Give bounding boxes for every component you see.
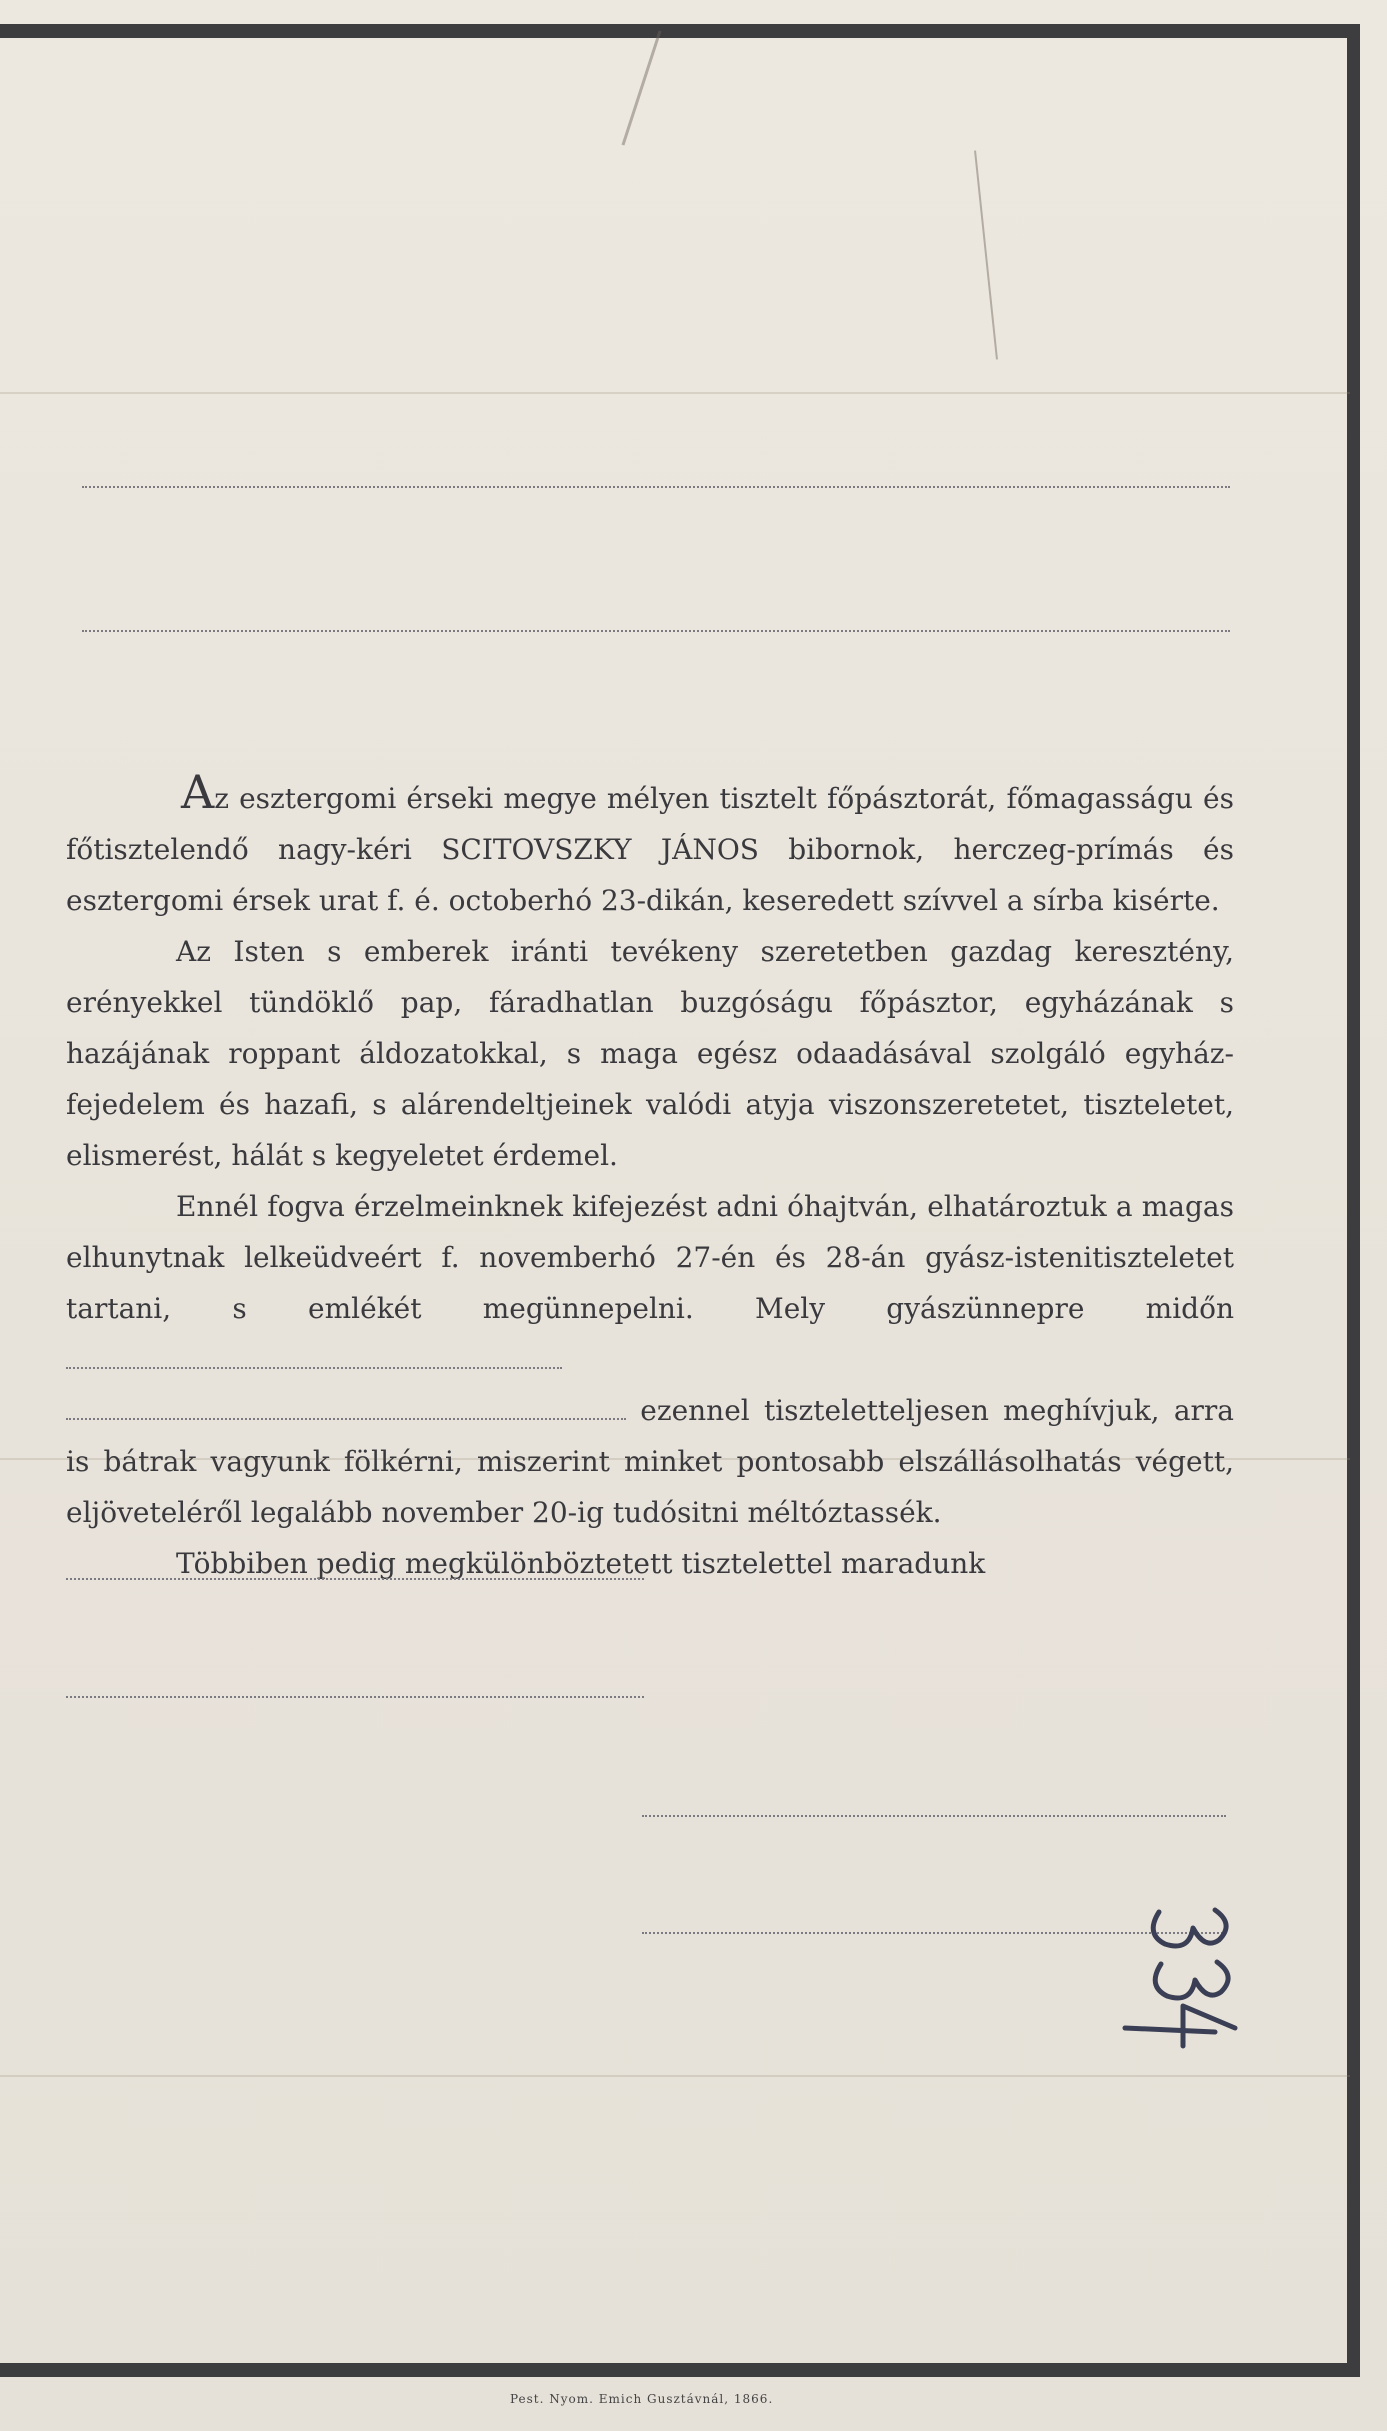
address-line-2: [82, 630, 1230, 632]
paragraph-4-text: ezennel tiszteletteljesen meghívjuk, arra is bátrak vagyunk fölkérni, miszerint minket pontosabb elszállásolhatás végett, eljöveteléről legalább november 20-ig tudósitni méltóztassék.: [66, 1394, 1234, 1529]
paragraph-1: [66, 765, 1234, 926]
handwritten-number: [1100, 1885, 1260, 2075]
address-line-1: [82, 486, 1230, 488]
invitation-text: [66, 765, 1234, 1589]
paper-fold-line: [0, 392, 1350, 394]
signature-line-2: [66, 1696, 644, 1698]
initial-letter: A: [181, 765, 215, 819]
printer-imprint: Pest. Nyom. Emich Gusztávnál, 1866.: [510, 2392, 774, 2406]
signature-line-1: [66, 1578, 644, 1580]
paper-fold-line: [0, 2075, 1350, 2077]
paragraph-5: Többiben pedig megkülönböztetett tisztelettel maradunk: [176, 1547, 986, 1580]
paragraph-1-text: z esztergomi érseki megye mélyen tisztelt főpásztorát, főmagasságu és főtisztelendő nagy-kéri SCITOVSZKY JÁNOS bibornok, herczeg-prímás és esztergomi érsek urat f. é. octoberhó 23-dikán, keseredett szívvel a sírba kisérte.: [66, 782, 1234, 917]
paragraph-3-text: Ennél fogva érzelmeinknek kifejezést adni óhajtván, elhatároztuk a magas elhunytnak lelkeüdveért f. novemberhó 27-én és 28-án gyász-istenitiszteletet tartani, s emlékét megünnepelni. Mely gyászünnepre midőn: [66, 1190, 1234, 1325]
paragraph-2: Az Isten s emberek iránti tevékeny szeretetben gazdag keresztény, erényekkel tündöklő pap, fáradhatlan buzgóságu főpásztor, egyházának s hazájának roppant áldozatokkal, s maga egész odaadásával szolgáló egyház-fejedelem és hazafi, s alárendeltjeinek valódi atyja viszonszeretetet, tiszteletet, elismerést, hálát s kegyeletet érdemel.: [66, 935, 1234, 1172]
paragraph-3: [66, 1181, 1234, 1538]
name-fill-line: [66, 1398, 626, 1420]
signature-line-3: [642, 1815, 1226, 1817]
name-fill-line: [66, 1347, 562, 1369]
